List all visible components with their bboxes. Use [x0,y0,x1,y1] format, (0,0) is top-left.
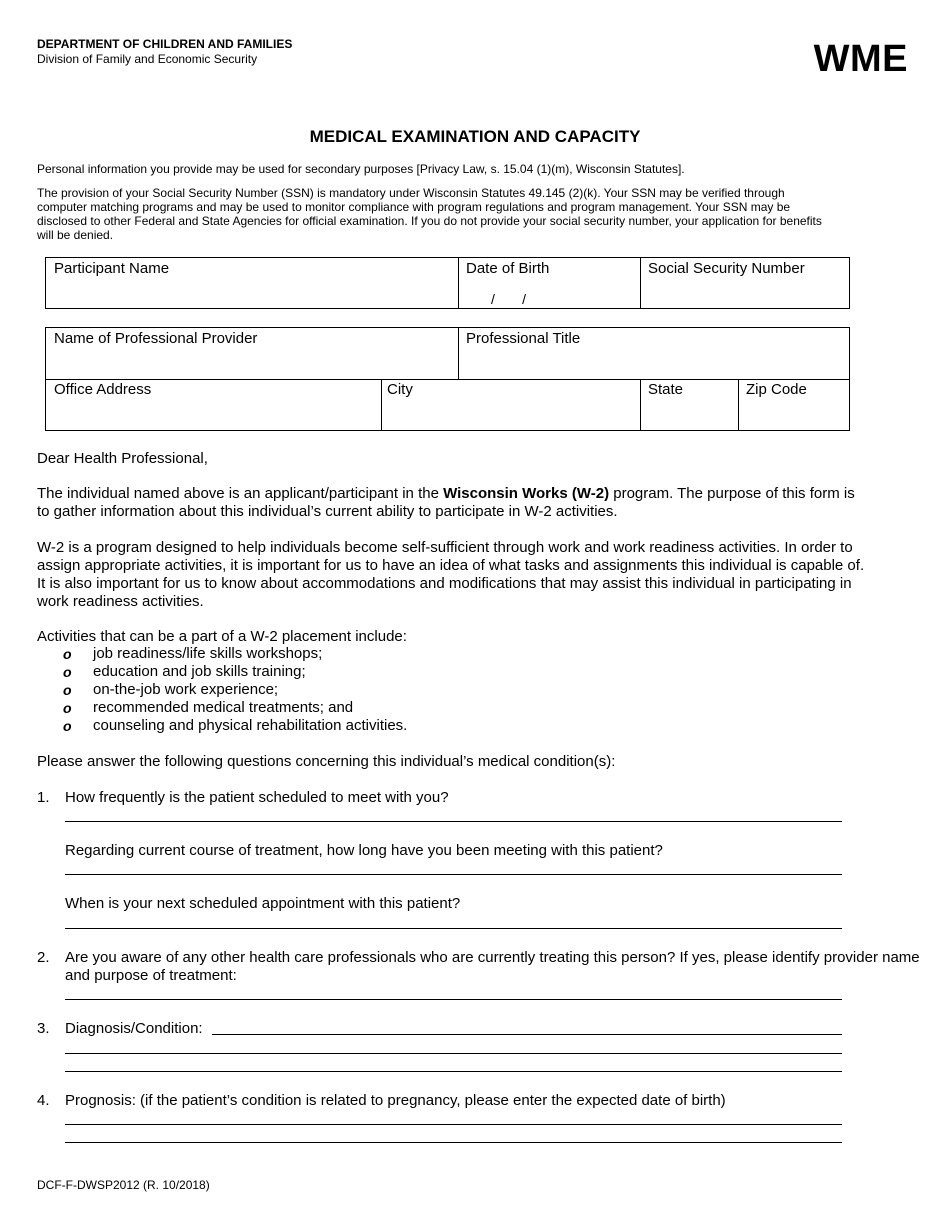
question-1b-text: Regarding current course of treatment, how long have you been meeting with this patient? [65,842,663,859]
question-4-text: Prognosis: (if the patient’s condition is related to pregnancy, please enter the expected date of birth) [65,1092,726,1109]
form-code: WME [813,38,908,80]
professional-title-field[interactable] [458,328,849,379]
ssn-field[interactable] [640,258,849,308]
city-label: City [387,381,413,398]
question-3-number: 3. [37,1020,50,1037]
activities-list [37,645,407,735]
ssn-label: Social Security Number [648,260,805,277]
state-label: State [648,381,684,398]
question-3-answer-line-2[interactable] [65,1053,842,1054]
ssn-notice: The provision of your Social Security Number (SSN) is mandatory under Wisconsin Statutes 49.145 (2)(k). Your SSN may be verified through computer matching programs and may be used to monitor compliance with program regulations and program management. Your SSN may be disclosed to other Federal and State Agencies for official examination. If you do not provide your social security number, your application for benefits will be denied. [37,186,822,242]
question-1b-answer-line[interactable] [65,874,842,875]
date-of-birth-label: Date of Birth [466,260,550,277]
city-field[interactable] [381,379,640,430]
state-field[interactable] [640,379,738,430]
date-of-birth-slashes: / / [491,291,527,307]
question-1-answer-line[interactable] [65,821,842,822]
bullet-icon: o [63,646,72,662]
question-1-number: 1. [37,789,50,806]
list-item: o on-the-job work experience; [63,681,279,698]
question-1c-text: When is your next scheduled appointment with this patient? [65,895,461,912]
program-name: Wisconsin Works (W-2) [443,485,610,502]
question-2-number: 2. [37,949,50,966]
question-4-answer-line-2[interactable] [65,1142,842,1143]
letter-greeting: Dear Health Professional, [37,450,208,467]
letter-paragraph-1: The individual named above is an applicant/participant in the Wisconsin Works (W-2) program. The purpose of this form is to gather information about this individual’s current ability to participate in W-2 activities. [37,485,855,520]
question-2-text: Are you aware of any other health care professionals who are currently treating this person? If yes, please identify provider name and purpose of treatment: [65,949,920,984]
agency-name: DEPARTMENT OF CHILDREN AND FAMILIES [37,37,293,51]
participant-name-field[interactable] [46,258,458,308]
list-item: o job readiness/life skills workshops; [63,645,323,662]
bullet-icon: o [63,718,72,734]
office-address-field[interactable] [46,379,381,430]
question-3-text: Diagnosis/Condition: [65,1020,203,1037]
provider-name-field[interactable] [46,328,458,379]
question-3-answer-line-1[interactable] [212,1034,842,1035]
question-4-answer-line-1[interactable] [65,1124,842,1125]
participant-info-box [45,257,850,309]
participant-name-label: Participant Name [54,260,170,277]
zip-code-label: Zip Code [746,381,807,398]
list-item: o counseling and physical rehabilitation activities. [63,717,408,734]
date-of-birth-field[interactable] [458,258,640,308]
question-2-answer-line[interactable] [65,999,842,1000]
bullet-icon: o [63,700,72,716]
list-item: o education and job skills training; [63,663,306,680]
question-3-answer-line-3[interactable] [65,1071,842,1072]
provider-info-box [45,327,850,431]
letter-paragraph-2: W-2 is a program designed to help individuals become self-sufficient through work and work readiness activities. In order to assign appropriate activities, it is important for us to have an idea of what tasks and assignments this individual is capable of. It is also important for us to know about accommodations and modifications that may assist this individual in participating in work readiness activities. [37,539,865,610]
activities-intro: Activities that can be a part of a W-2 placement include: [37,628,407,645]
privacy-notice: Personal information you provide may be used for secondary purposes [Privacy Law, s. 15.04 (1)(m), Wisconsin Statutes]. [37,162,685,176]
office-address-label: Office Address [54,381,152,398]
professional-title-label: Professional Title [466,330,581,347]
bullet-icon: o [63,664,72,680]
question-1-text: How frequently is the patient scheduled to meet with you? [65,789,449,806]
questions-intro: Please answer the following questions concerning this individual’s medical condition(s): [37,753,616,770]
question-4-number: 4. [37,1092,50,1109]
question-1c-answer-line[interactable] [65,928,842,929]
provider-name-label: Name of Professional Provider [54,330,258,347]
list-item: o recommended medical treatments; and [63,699,354,716]
bullet-icon: o [63,682,72,698]
division-name: Division of Family and Economic Security [37,52,258,66]
zip-code-field[interactable] [738,379,849,430]
page-title: MEDICAL EXAMINATION AND CAPACITY [309,127,641,146]
form-number: DCF-F-DWSP2012 (R. 10/2018) [37,1178,210,1192]
